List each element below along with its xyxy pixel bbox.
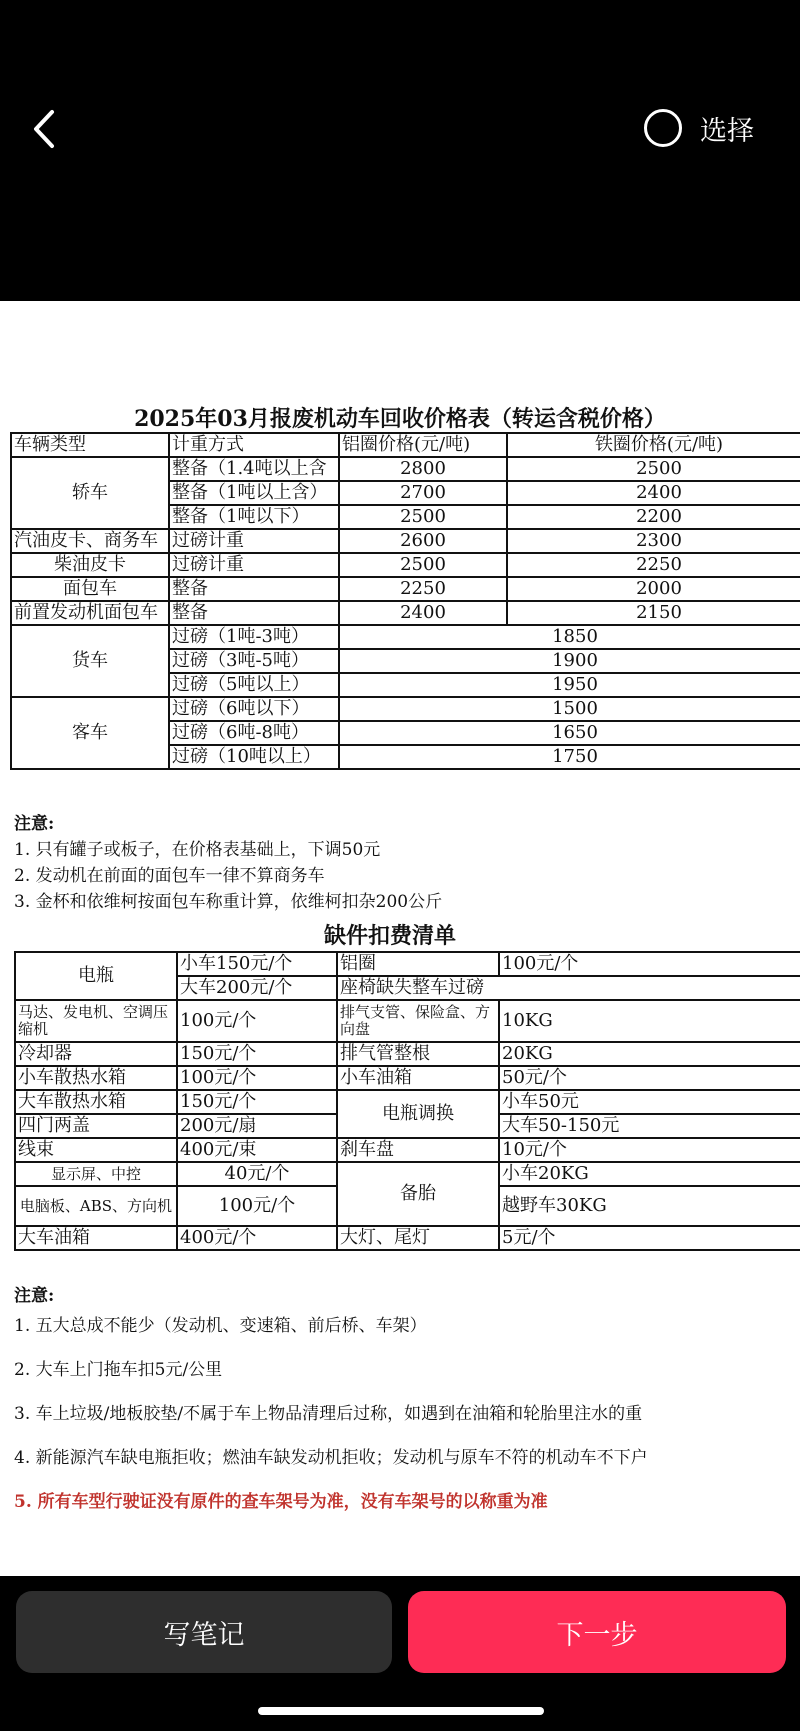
table-row [11,577,800,601]
fe-price-cell: 2200 [507,505,800,529]
value-cell: 100元/个 [499,952,800,976]
chevron-left-icon[interactable] [30,108,58,150]
value-cell: 400元/个 [177,1226,337,1250]
method-cell: 过磅（6吨-8吨） [169,721,339,745]
header-cell: 计重方式 [169,433,339,457]
deduction-table [14,951,800,1251]
item-cell: 小车散热水箱 [15,1066,177,1090]
table-row [11,601,800,625]
note-item: 1. 只有罐子或板子，在价格表基础上，下调50元 [14,840,381,860]
value-cell: 150元/个 [177,1042,337,1066]
select-label: 选择 [700,115,754,147]
select-toggle[interactable] [644,106,754,150]
item-cell: 备胎 [337,1162,499,1226]
price-cell: 1900 [339,649,800,673]
note-item: 3. 车上垃圾/地板胶垫/不属于车上物品清理后过称，如遇到在油箱和轮胎里注水的重 [14,1404,643,1424]
note-item: 3. 金杯和依维柯按面包车称重计算，依维柯扣杂200公斤 [14,892,443,912]
table-row [15,1042,800,1066]
value-cell: 10KG [499,1000,800,1042]
value-cell: 100元/个 [177,1186,337,1226]
bottom-bar [0,1576,800,1731]
method-cell: 整备 [169,577,339,601]
item-cell: 大车油箱 [15,1226,177,1250]
type-cell: 前置发动机面包车 [11,601,169,625]
value-cell: 大车200元/个 [177,976,337,1000]
item-cell: 电脑板、ABS、方向机 [15,1186,177,1226]
value-cell: 小车150元/个 [177,952,337,976]
item-cell: 铝圈 [337,952,499,976]
item-cell: 刹车盘 [337,1138,499,1162]
table-row [11,553,800,577]
table-row [15,1162,800,1186]
value-cell: 100元/个 [177,1000,337,1042]
type-cell: 货车 [11,625,169,697]
table-row [15,1226,800,1250]
price-cell: 1850 [339,625,800,649]
type-cell: 柴油皮卡 [11,553,169,577]
value-cell: 40元/个 [177,1162,337,1186]
price-cell: 1650 [339,721,800,745]
value-cell: 400元/束 [177,1138,337,1162]
method-cell: 过磅计重 [169,529,339,553]
method-cell: 过磅（6吨以下） [169,697,339,721]
fe-price-cell: 2500 [507,457,800,481]
deduction-table-title: 缺件扣费清单 [323,923,456,949]
header-cell: 铝圈价格(元/吨) [339,433,507,457]
value-cell: 20KG [499,1042,800,1066]
value-cell: 小车20KG [499,1162,800,1186]
price-cell: 1950 [339,673,800,697]
value-cell: 小车50元 [499,1090,800,1114]
home-indicator[interactable] [258,1707,544,1715]
value-cell: 200元/扇 [177,1114,337,1138]
item-cell: 四门两盖 [15,1114,177,1138]
fe-price-cell: 2250 [507,553,800,577]
method-cell: 整备（1吨以下） [169,505,339,529]
next-step-button[interactable]: 下一步 [408,1591,786,1673]
al-price-cell: 2250 [339,577,507,601]
table-row [11,697,800,721]
note-item: 1. 五大总成不能少（发动机、变速箱、前后桥、车架） [14,1316,427,1336]
value-cell: 100元/个 [177,1066,337,1090]
method-cell: 过磅计重 [169,553,339,577]
al-price-cell: 2600 [339,529,507,553]
item-cell: 排气支管、保险盒、方向盘 [337,1000,499,1042]
notes-heading: 注意: [14,1286,55,1306]
method-cell: 过磅（3吨-5吨） [169,649,339,673]
method-cell: 整备 [169,601,339,625]
notes-section-1 [14,811,442,915]
al-price-cell: 2400 [339,601,507,625]
notes-section-2 [14,1281,648,1517]
fe-price-cell: 2000 [507,577,800,601]
item-cell: 座椅缺失整车过磅 [337,976,800,1000]
notes-heading: 注意: [14,814,55,834]
value-cell: 5元/个 [499,1226,800,1250]
note-item: 2. 发动机在前面的面包车一律不算商务车 [14,866,325,886]
table-row [11,625,800,649]
item-cell: 线束 [15,1138,177,1162]
item-cell: 电瓶 [15,952,177,1000]
type-cell: 客车 [11,697,169,769]
price-table-title: 2025年03月报废机动车回收价格表（转运含税价格） [134,406,666,432]
fe-price-cell: 2150 [507,601,800,625]
price-cell: 1500 [339,697,800,721]
fe-price-cell: 2400 [507,481,800,505]
table-header-row [11,433,800,457]
al-price-cell: 2800 [339,457,507,481]
type-cell: 汽油皮卡、商务车 [11,529,169,553]
al-price-cell: 2700 [339,481,507,505]
method-cell: 过磅（10吨以上） [169,745,339,769]
table-row [15,1000,800,1042]
note-item-highlight: 5. 所有车型行驶证没有原件的查车架号为准，没有车架号的以称重为准 [14,1492,548,1512]
note-item: 2. 大车上门拖车扣5元/公里 [14,1360,223,1380]
item-cell: 小车油箱 [337,1066,499,1090]
table-row [15,952,800,976]
method-cell: 过磅（5吨以上） [169,673,339,697]
item-cell: 大车散热水箱 [15,1090,177,1114]
type-cell: 面包车 [11,577,169,601]
item-cell: 冷却器 [15,1042,177,1066]
al-price-cell: 2500 [339,553,507,577]
item-cell: 大灯、尾灯 [337,1226,499,1250]
item-cell: 排气管整根 [337,1042,499,1066]
method-cell: 过磅（1吨-3吨） [169,625,339,649]
table-row [11,529,800,553]
method-cell: 整备（1.4吨以上含 [169,457,339,481]
table-row [15,1090,800,1114]
table-row [15,1066,800,1090]
document-image [0,301,800,1576]
method-cell: 整备（1吨以上含） [169,481,339,505]
header-cell: 铁圈价格(元/吨) [507,433,800,457]
header-cell: 车辆类型 [11,433,169,457]
type-cell: 轿车 [11,457,169,529]
note-item: 4. 新能源汽车缺电瓶拒收；燃油车缺发动机拒收；发动机与原车不符的机动车不下户 [14,1448,648,1468]
table-row [15,1138,800,1162]
item-cell: 电瓶调换 [337,1090,499,1138]
fe-price-cell: 2300 [507,529,800,553]
value-cell: 大车50-150元 [499,1114,800,1138]
price-table [10,432,800,770]
table-row [11,457,800,481]
item-cell: 马达、发电机、空调压缩机 [15,1000,177,1042]
value-cell: 越野车30KG [499,1186,800,1226]
write-note-button[interactable]: 写笔记 [16,1591,392,1673]
value-cell: 10元/个 [499,1138,800,1162]
value-cell: 150元/个 [177,1090,337,1114]
value-cell: 50元/个 [499,1066,800,1090]
top-bar [0,0,800,300]
item-cell: 显示屏、中控 [15,1162,177,1186]
al-price-cell: 2500 [339,505,507,529]
price-cell: 1750 [339,745,800,769]
select-circle-icon[interactable] [644,109,682,147]
